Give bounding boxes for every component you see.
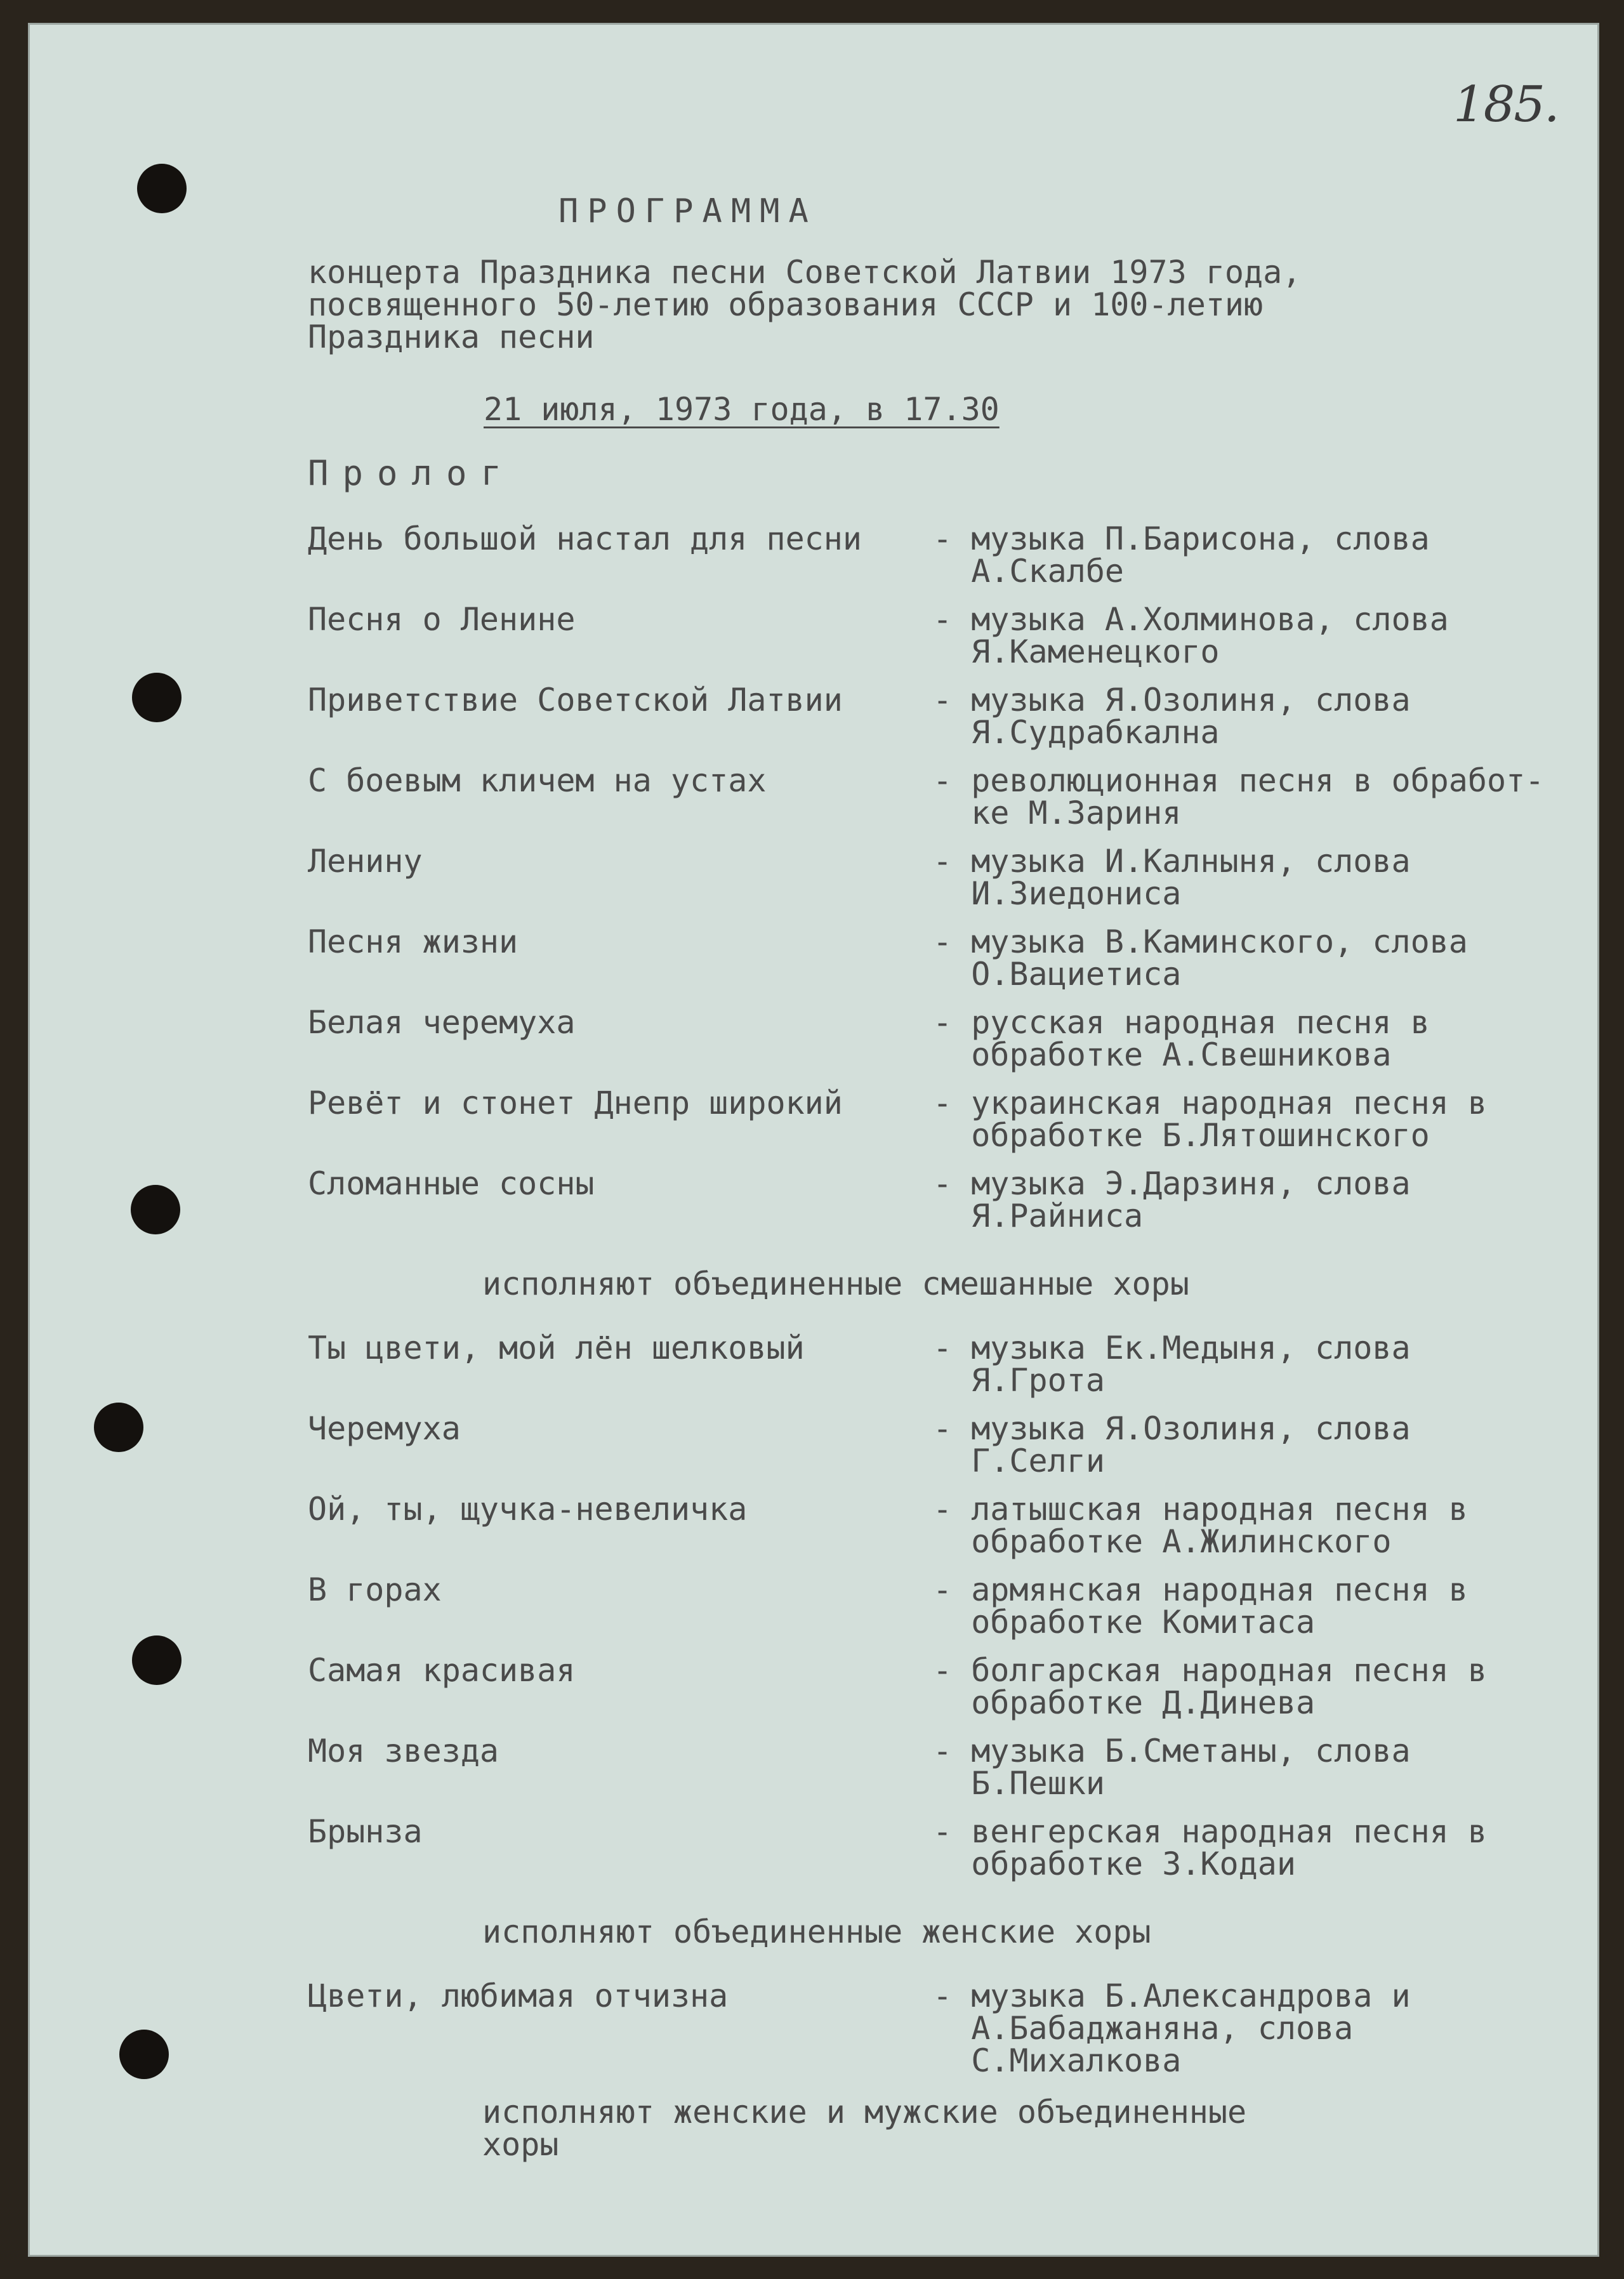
- concert-date: 21 июля, 1973 года, в 17.30: [484, 391, 1000, 428]
- song-credits: - музыка Б.Сметаны, слова Б.Пешки: [933, 1733, 1411, 1802]
- song-title: Приветствие Советской Латвии: [308, 682, 843, 718]
- song-credits: - музыка Я.Озолиня, слова Я.Судрабкална: [933, 682, 1411, 751]
- song-title: Брынза: [308, 1813, 423, 1850]
- song-title: Цвети, любимая отчизна: [308, 1978, 729, 2014]
- song-credits: - музыка Э.Дарзиня, слова Я.Райниса: [933, 1165, 1411, 1234]
- song-credits: - музыка Б.Александрова и А.Бабаджаняна, слова С.Михалкова: [933, 1978, 1411, 2079]
- song-title: День большой настал для песни: [308, 520, 862, 557]
- song-credits: - музыка Я.Озолиня, слова Г.Селги: [933, 1410, 1411, 1479]
- performers-note: исполняют объединенные женские хоры: [482, 1913, 1151, 1950]
- song-credits: - латышская народная песня в обработке А.Жилинского: [933, 1491, 1468, 1560]
- song-title: Песня о Ленине: [308, 601, 576, 638]
- song-credits: - русская народная песня в обработке А.Свешникова: [933, 1004, 1430, 1073]
- song-title: С боевым кличем на устах: [308, 762, 767, 799]
- song-credits: - музыка И.Калныня, слова И.Зиедониса: [933, 843, 1411, 912]
- binder-hole-3: [131, 1185, 180, 1234]
- song-title: Ты цвети, мой лён шелковый: [308, 1330, 805, 1366]
- prologue-heading: Пролог: [308, 453, 516, 493]
- song-title: Ленину: [308, 843, 423, 880]
- song-credits: - болгарская народная песня в обработке Д.Динева: [933, 1652, 1487, 1721]
- song-title: Белая черемуха: [308, 1004, 576, 1041]
- song-title: В горах: [308, 1571, 442, 1608]
- song-credits: - музыка В.Каминского, слова О.Вациетиса: [933, 923, 1468, 993]
- song-credits: - революционная песня в обработ- ке М.Зариня: [933, 762, 1545, 831]
- song-credits: - музыка П.Барисона, слова А.Скалбе: [933, 520, 1430, 590]
- binder-hole-2: [132, 673, 182, 722]
- binder-hole-4: [94, 1403, 143, 1452]
- song-title: Самая красивая: [308, 1652, 576, 1689]
- performers-note: исполняют объединенные смешанные хоры: [482, 1265, 1189, 1302]
- song-title: Сломанные сосны: [308, 1165, 595, 1202]
- performers-note: исполняют женские и мужские объединенные хоры: [482, 2094, 1247, 2163]
- song-credits: - армянская народная песня в обработке Комитаса: [933, 1571, 1468, 1641]
- song-title: Ой, ты, щучка-невеличка: [308, 1491, 748, 1528]
- song-credits: - венгерская народная песня в обработке З.Кодаи: [933, 1813, 1487, 1882]
- page-number: 185.: [1453, 76, 1559, 133]
- song-title: Моя звезда: [308, 1733, 499, 1769]
- program-title: ПРОГРАММА: [558, 192, 817, 230]
- binder-hole-6: [119, 2030, 169, 2079]
- song-credits: - музыка Ек.Медыня, слова Я.Грота: [933, 1330, 1411, 1399]
- binder-hole-1: [137, 164, 187, 213]
- song-title: Песня жизни: [308, 923, 518, 960]
- song-title: Черемуха: [308, 1410, 461, 1447]
- song-credits: - украинская народная песня в обработке Б.Лятошинского: [933, 1085, 1487, 1154]
- song-credits: - музыка А.Холминова, слова Я.Каменецкого: [933, 601, 1449, 670]
- program-subtitle: концерта Праздника песни Советской Латвии 1973 года, посвященного 50-летию образования СССР и 100-летию Праздника песни: [308, 254, 1302, 355]
- binder-hole-5: [132, 1635, 182, 1685]
- song-title: Ревёт и стонет Днепр широкий: [308, 1085, 843, 1121]
